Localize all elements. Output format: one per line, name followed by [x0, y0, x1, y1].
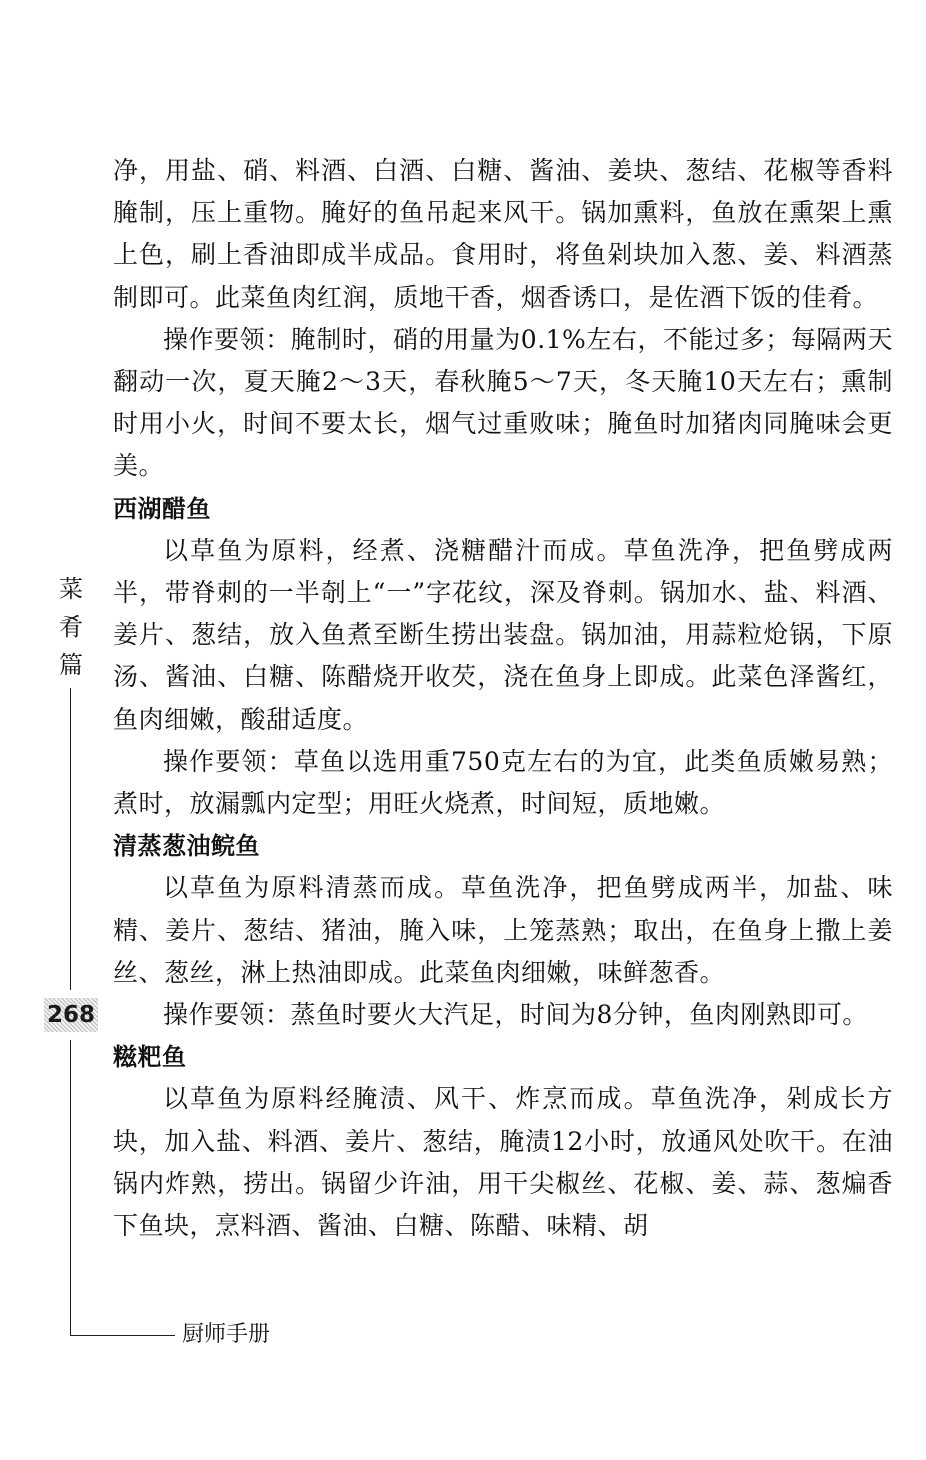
recipe-heading-west-lake-vinegar-fish: 西湖醋鱼 — [113, 494, 211, 523]
footer-rule — [70, 1335, 175, 1336]
paragraph-smoked-fish-tips: 操作要领：腌制时，硝的用量为0.1%左右，不能过多；每隔两天翻动一次，夏天腌2～3天，春秋腌5～7天，冬天腌10天左右；熏制时用小火，时间不要太长，烟气过重败味；腌鱼时加猪肉同腌味会更美。 — [113, 324, 893, 481]
book-title: 厨师手册 — [182, 1322, 271, 1347]
recipe-heading-steamed-scallion-oil-fish: 清蒸葱油鲩鱼 — [113, 832, 260, 861]
recipe-heading-ciba-fish: 糍粑鱼 — [113, 1043, 187, 1072]
page-number: 268 — [44, 998, 98, 1032]
section-label-char: 篇 — [59, 651, 83, 679]
paragraph-ciba-fish-method: 以草鱼为原料经腌渍、风干、炸烹而成。草鱼洗净，剁成长方块，加入盐、料酒、姜片、葱结，腌渍12小时，放通风处吹干。在油锅内炸熟，捞出。锅留少许油，用干尖椒丝、花椒、姜、蒜、葱煸香下鱼块，烹料酒、酱油、白糖、陈醋、味精、胡 — [113, 1084, 893, 1241]
paragraph-steamed-fish-method: 以草鱼为原料清蒸而成。草鱼洗净，把鱼劈成两半，加盐、味精、姜片、葱结、猪油，腌入味，上笼蒸熟；取出，在鱼身上撒上姜丝、葱丝，淋上热油即成。此菜鱼肉细嫩，味鲜葱香。 — [113, 873, 893, 987]
margin-rule-top — [70, 688, 71, 990]
paragraph-smoked-fish-continued: 净，用盐、硝、料酒、白酒、白糖、酱油、姜块、葱结、花椒等香料腌制，压上重物。腌好的鱼吊起来风干。锅加熏料，鱼放在熏架上熏上色，刷上香油即成半成品。食用时，将鱼剁块加入葱、姜、料酒蒸制即可。此菜鱼肉红润，质地干香，烟香诱口，是佐酒下饭的佳肴。 — [113, 156, 893, 312]
page-body — [113, 150, 893, 1247]
section-label — [56, 570, 86, 684]
paragraph-west-lake-tips: 操作要领：草鱼以选用重750克左右的为宜，此类鱼质嫩易熟；煮时，放漏瓢内定型；用旺火烧煮，时间短，质地嫩。 — [113, 746, 893, 819]
margin-rule-bottom — [70, 1040, 71, 1336]
section-label-char: 肴 — [59, 613, 83, 641]
section-label-char: 菜 — [59, 575, 83, 603]
paragraph-steamed-fish-tips: 操作要领：蒸鱼时要火大汽足，时间为8分钟，鱼肉刚熟即可。 — [163, 1000, 868, 1030]
paragraph-west-lake-method: 以草鱼为原料，经煮、浇糖醋汁而成。草鱼洗净，把鱼劈成两半，带脊刺的一半剞上“一”字花纹，深及脊刺。锅加水、盐、料酒、姜片、葱结，放入鱼煮至断生捞出装盘。锅加油，用蒜粒炝锅，下原汤、酱油、白糖、陈醋烧开收芡，浇在鱼身上即成。此菜色泽酱红，鱼肉细嫩，酸甜适度。 — [113, 535, 893, 734]
